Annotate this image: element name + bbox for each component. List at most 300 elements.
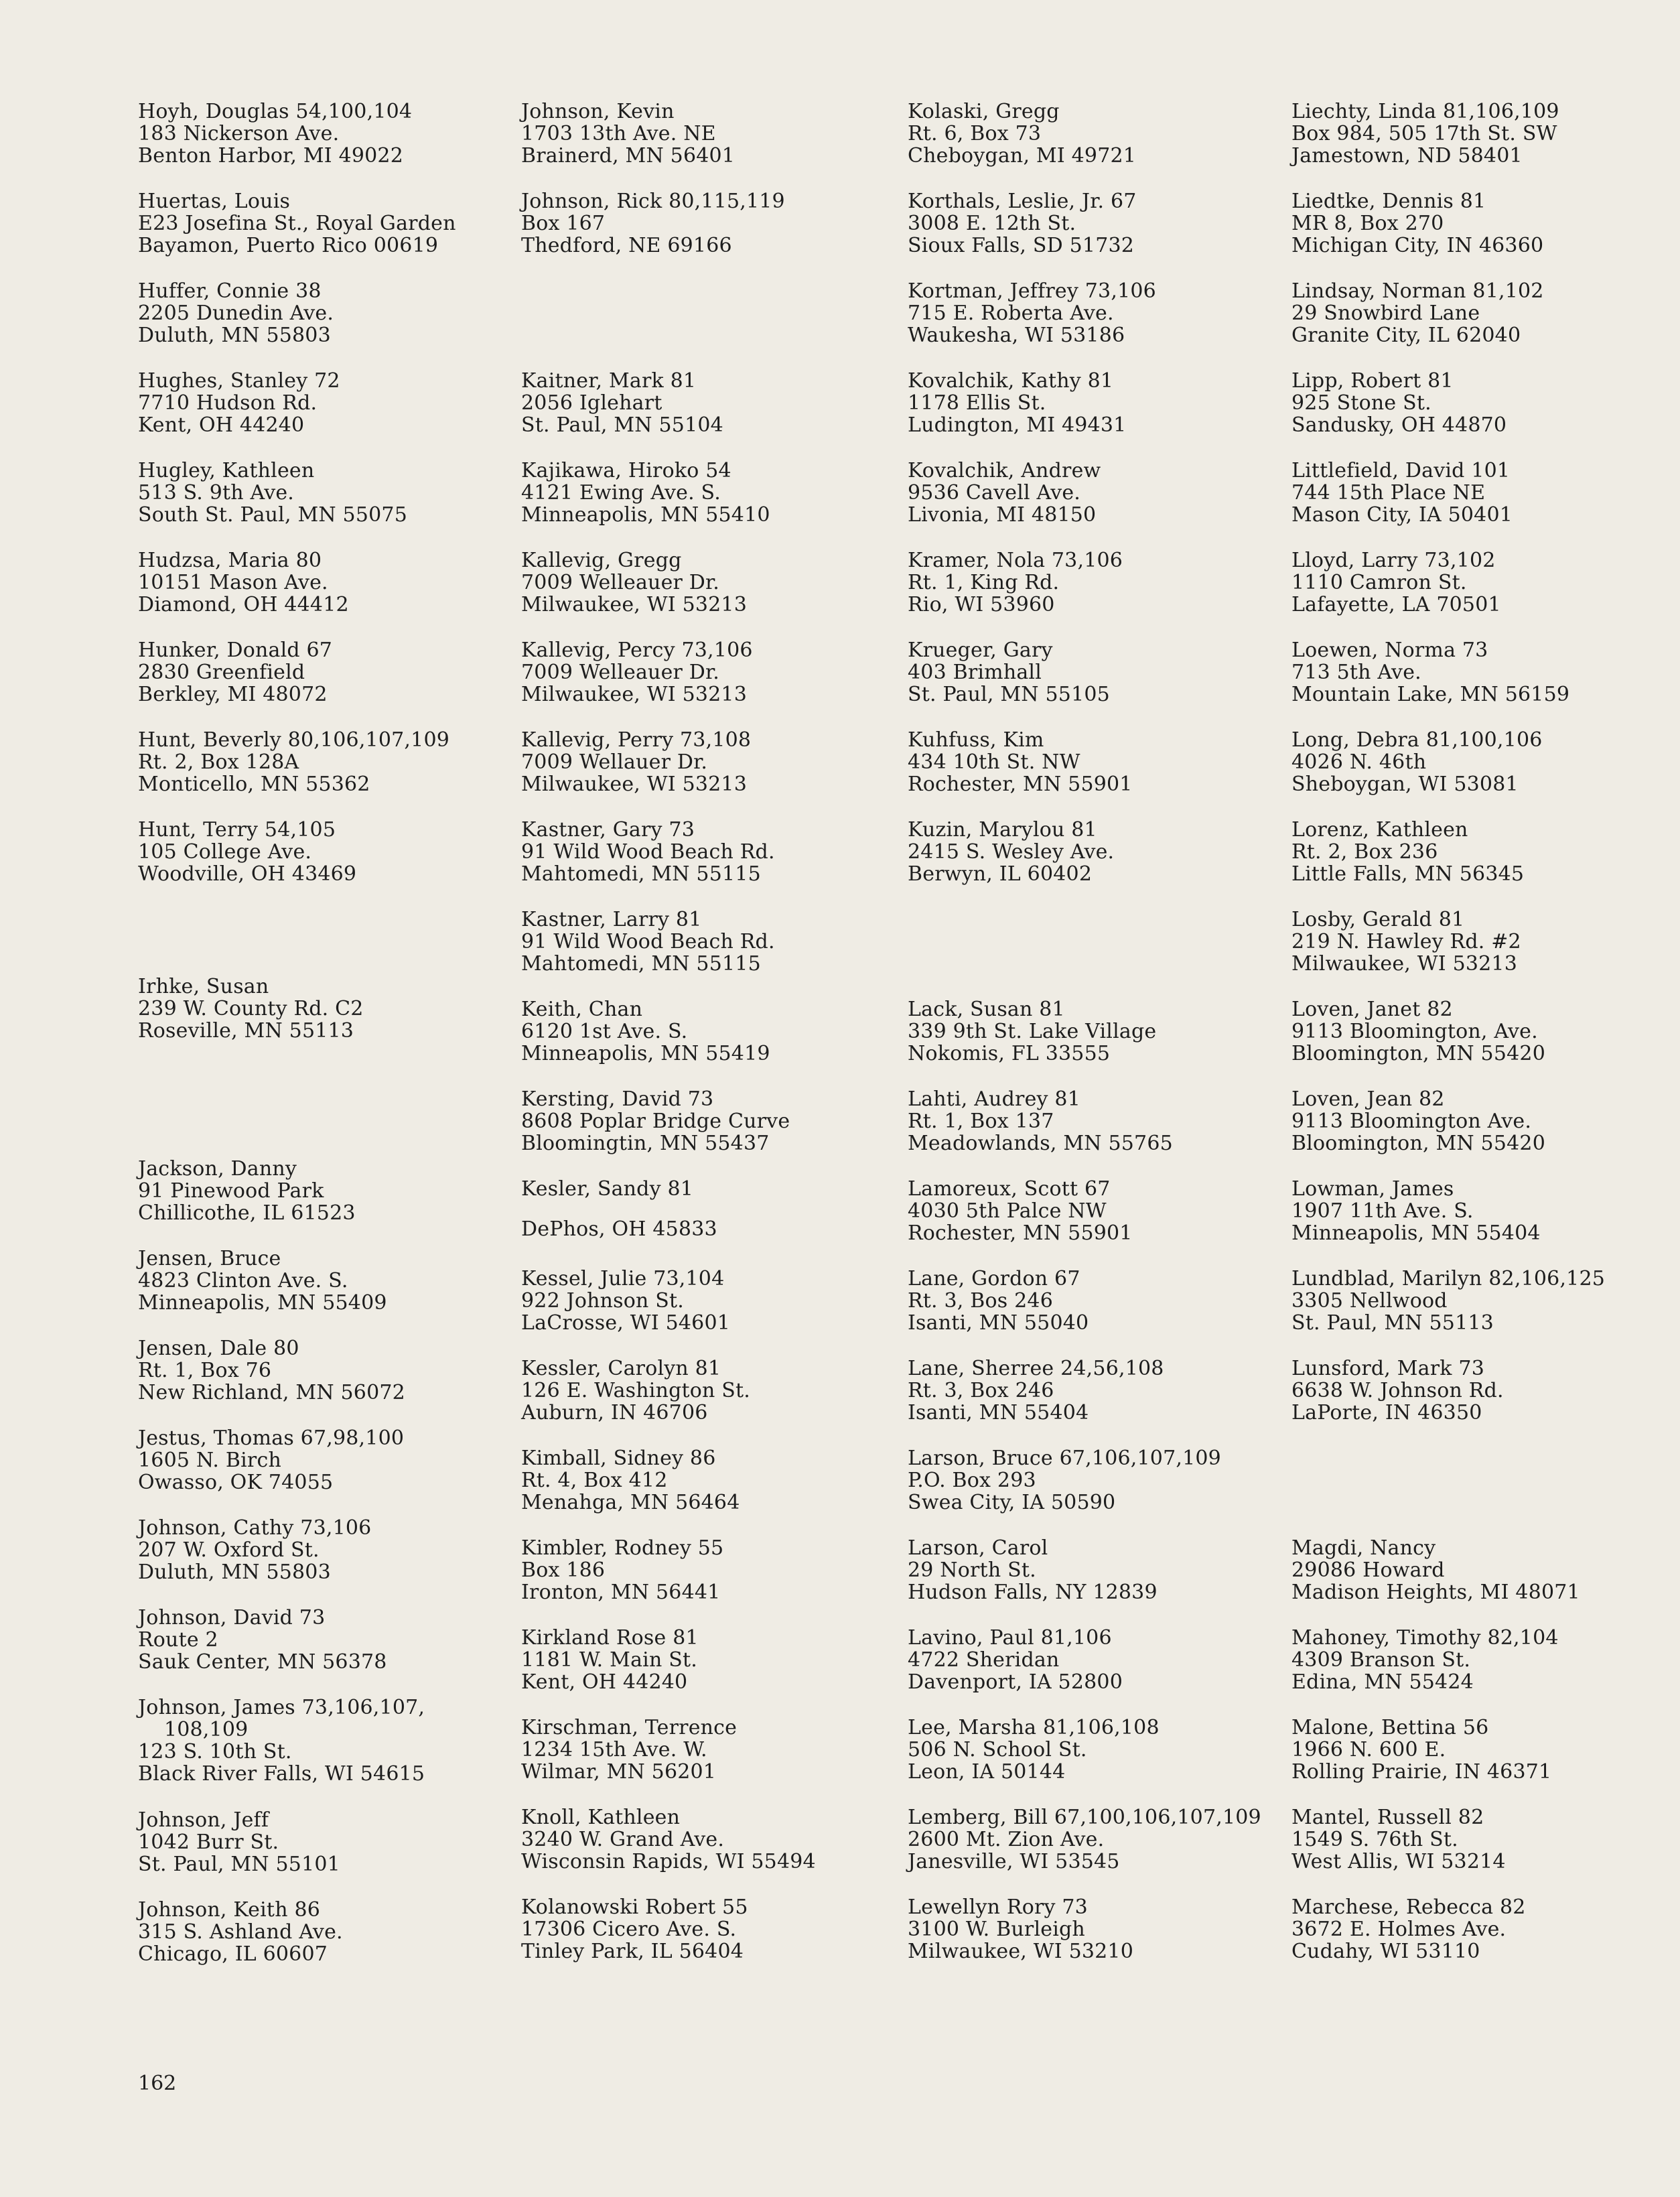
directory-entry xyxy=(1291,1537,1680,1603)
entry-address-line: 1110 Camron St. xyxy=(1291,571,1467,594)
entry-address-line: Box 186 xyxy=(521,1558,606,1582)
entry-address-line: Isanti, MN 55040 xyxy=(908,1311,1089,1335)
entry-address-line: Box 984, 505 17th St. SW xyxy=(1291,122,1557,145)
entry-name: Lane, Gordon 67 xyxy=(908,1267,1080,1290)
entry-name: Lowman, James xyxy=(1291,1177,1454,1201)
directory-entry xyxy=(521,1447,923,1514)
entry-name: Lahti, Audrey 81 xyxy=(908,1087,1080,1111)
directory-entry xyxy=(521,460,923,526)
entry-name: Marchese, Rebecca 82 xyxy=(1291,1895,1526,1919)
entry-name: Kastner, Larry 81 xyxy=(521,908,702,931)
directory-entry xyxy=(138,1899,540,1965)
entry-address-line: 4722 Sheridan xyxy=(908,1648,1060,1672)
entry-address-line: 3305 Nellwood xyxy=(1291,1289,1448,1313)
entry-address-line: Milwaukee, WI 53213 xyxy=(521,593,748,616)
entry-address-line: Rolling Prairie, IN 46371 xyxy=(1291,1760,1552,1784)
directory-entry xyxy=(138,1809,540,1875)
entry-address-line: Mountain Lake, MN 56159 xyxy=(1291,683,1570,706)
entry-address-line: South St. Paul, MN 55075 xyxy=(138,503,407,527)
entry-address-line: 10151 Mason Ave. xyxy=(138,571,328,594)
entry-address-line: 3008 E. 12th St. xyxy=(908,212,1076,235)
entry-address-line: 219 N. Hawley Rd. #2 xyxy=(1291,930,1521,953)
entry-address-line: Sheboygan, WI 53081 xyxy=(1291,773,1519,796)
directory-entry xyxy=(1291,909,1680,975)
directory-entry xyxy=(521,819,923,885)
entry-name: Loven, Janet 82 xyxy=(1291,998,1453,1021)
entry-address-line: 2830 Greenfield xyxy=(138,661,305,684)
directory-entry xyxy=(908,101,1310,167)
entry-name: Lorenz, Kathleen xyxy=(1291,818,1468,842)
entry-address-line: 91 Wild Wood Beach Rd. xyxy=(521,840,775,864)
entry-name: Losby, Gerald 81 xyxy=(1291,908,1465,931)
entry-address-line: Benton Harbor, MI 49022 xyxy=(138,144,404,168)
entry-name: Lindsay, Norman 81,102 xyxy=(1291,279,1544,303)
entry-name: Kuzin, Marylou 81 xyxy=(908,818,1097,842)
entry-address-line: Ironton, MN 56441 xyxy=(521,1581,721,1604)
entry-address-line: MR 8, Box 270 xyxy=(1291,212,1444,235)
directory-entry xyxy=(521,1896,923,1962)
entry-address-line: Kent, OH 44240 xyxy=(138,413,305,437)
entry-address-line: Wilmar, MN 56201 xyxy=(521,1760,717,1784)
entry-address-line: Bayamon, Puerto Rico 00619 xyxy=(138,234,439,257)
entry-address-line: Rochester, MN 55901 xyxy=(908,773,1133,796)
entry-address-line: Jamestown, ND 58401 xyxy=(1291,144,1523,168)
entry-name: Jensen, Bruce xyxy=(138,1247,281,1270)
page-number: 162 xyxy=(138,2072,177,2095)
entry-address-line: Hudson Falls, NY 12839 xyxy=(908,1581,1158,1604)
entry-name: Loewen, Norma 73 xyxy=(1291,639,1488,662)
entry-address-line: 126 E. Washington St. xyxy=(521,1379,751,1402)
entry-name: Lemberg, Bill 67,100,106,107,109 xyxy=(908,1806,1261,1829)
entry-address-line: St. Paul, MN 55113 xyxy=(1291,1311,1494,1335)
entry-address-line: Davenport, IA 52800 xyxy=(908,1670,1123,1694)
entry-address-line: Lafayette, LA 70501 xyxy=(1291,593,1501,616)
entry-name: Kramer, Nola 73,106 xyxy=(908,549,1123,572)
entry-address-line: 91 Pinewood Park xyxy=(138,1179,324,1203)
entry-address-line: Duluth, MN 55803 xyxy=(138,1560,331,1584)
directory-entry xyxy=(521,1717,923,1783)
directory-entry xyxy=(908,1627,1310,1693)
entry-address-line: 6120 1st Ave. S. xyxy=(521,1020,688,1043)
entry-name: Kersting, David 73 xyxy=(521,1087,714,1111)
directory-entry xyxy=(521,549,923,616)
entry-name: Kallevig, Gregg xyxy=(521,549,682,572)
entry-address-line: Minneapolis, MN 55409 xyxy=(138,1291,387,1315)
entry-name: Kovalchik, Kathy 81 xyxy=(908,369,1114,393)
entry-address-line: Sandusky, OH 44870 xyxy=(1291,413,1507,437)
entry-address-line: Rt. 3, Box 246 xyxy=(908,1379,1054,1402)
directory-entry xyxy=(1291,370,1680,436)
directory-entry xyxy=(908,1268,1310,1334)
entry-address-line: 123 S. 10th St. xyxy=(138,1740,292,1763)
entry-address-line: 3672 E. Holmes Ave. xyxy=(1291,1918,1507,1941)
entry-name: Long, Debra 81,100,106 xyxy=(1291,728,1543,752)
entry-address-line: 715 E. Roberta Ave. xyxy=(908,302,1114,325)
directory-entry xyxy=(1291,1357,1680,1424)
entry-name: Hunt, Beverly 80,106,107,109 xyxy=(138,728,450,752)
directory-entry xyxy=(521,370,923,436)
entry-name: Hoyh, Douglas 54,100,104 xyxy=(138,100,413,123)
directory-entry xyxy=(1291,460,1680,526)
entry-name: Jestus, Thomas 67,98,100 xyxy=(138,1426,405,1450)
directory-entry xyxy=(908,1717,1310,1783)
entry-address-line: Minneapolis, MN 55404 xyxy=(1291,1221,1541,1245)
entry-name: Liechty, Linda 81,106,109 xyxy=(1291,100,1559,123)
entry-name: Kessel, Julie 73,104 xyxy=(521,1267,725,1290)
entry-address-line: Minneapolis, MN 55419 xyxy=(521,1042,770,1065)
entry-address-line: Isanti, MN 55404 xyxy=(908,1401,1089,1424)
entry-address-line: Livonia, MI 48150 xyxy=(908,503,1097,527)
entry-address-line: 6638 W. Johnson Rd. xyxy=(1291,1379,1504,1402)
entry-address-line: 1234 15th Ave. W. xyxy=(521,1738,707,1761)
entry-name: Lewellyn Rory 73 xyxy=(908,1895,1088,1919)
entry-address-line: Mahtomedi, MN 55115 xyxy=(521,862,761,886)
entry-name: Kaitner, Mark 81 xyxy=(521,369,697,393)
directory-entry xyxy=(908,1088,1310,1154)
entry-address-line: 513 S. 9th Ave. xyxy=(138,481,295,505)
directory-entry xyxy=(521,1357,923,1424)
directory-entry xyxy=(908,729,1310,795)
entry-name: Lack, Susan 81 xyxy=(908,998,1065,1021)
entry-address-line: New Richland, MN 56072 xyxy=(138,1381,405,1404)
entry-address-line: Milwaukee, WI 53213 xyxy=(521,773,748,796)
directory-entry xyxy=(521,1268,923,1334)
entry-address-line: Owasso, OK 74055 xyxy=(138,1471,334,1494)
entry-address-line: Little Falls, MN 56345 xyxy=(1291,862,1525,886)
entry-name: Kessler, Carolyn 81 xyxy=(521,1357,721,1380)
entry-name: Kolanowski Robert 55 xyxy=(521,1895,748,1919)
entry-address-line: West Allis, WI 53214 xyxy=(1291,1850,1506,1873)
entry-name: Lavino, Paul 81,106 xyxy=(908,1626,1112,1650)
directory-entry xyxy=(1291,1088,1680,1154)
entry-name: Jackson, Danny xyxy=(138,1157,297,1181)
entry-address-line: Menahga, MN 56464 xyxy=(521,1491,740,1514)
entry-address-line: Kent, OH 44240 xyxy=(521,1670,688,1694)
entry-address-line: 403 Brimhall xyxy=(908,661,1042,684)
directory-entry xyxy=(521,1218,923,1240)
entry-address-line: Ludington, MI 49431 xyxy=(908,413,1127,437)
directory-entry xyxy=(521,1537,923,1603)
entry-address-line: 239 W. County Rd. C2 xyxy=(138,997,364,1020)
entry-address-line: 315 S. Ashland Ave. xyxy=(138,1920,343,1944)
entry-address-line: Janesville, WI 53545 xyxy=(908,1850,1120,1873)
entry-address-line: Rt. 6, Box 73 xyxy=(908,122,1042,145)
entry-name: Kallevig, Percy 73,106 xyxy=(521,639,753,662)
entry-address-line: LaCrosse, WI 54601 xyxy=(521,1311,731,1335)
entry-address-line: 1181 W. Main St. xyxy=(521,1648,697,1672)
entry-address-line: Granite City, IL 62040 xyxy=(1291,324,1521,347)
entry-address-line: 713 5th Ave. xyxy=(1291,661,1421,684)
directory-entry xyxy=(908,1806,1310,1873)
entry-address-line: Monticello, MN 55362 xyxy=(138,773,370,796)
directory-entry xyxy=(1291,1627,1680,1693)
entry-address-line: Rt. 3, Bos 246 xyxy=(908,1289,1053,1313)
directory-entry xyxy=(138,729,540,795)
directory-entry xyxy=(908,639,1310,706)
entry-name: Kastner, Gary 73 xyxy=(521,818,695,842)
directory-entry xyxy=(908,549,1310,616)
entry-address-line: 2056 Iglehart xyxy=(521,391,662,415)
directory-entry xyxy=(138,1517,540,1583)
directory-entry xyxy=(138,549,540,616)
directory-entry xyxy=(908,1447,1310,1514)
entry-address-line: Cheboygan, MI 49721 xyxy=(908,144,1137,168)
entry-address-line: 9536 Cavell Ave. xyxy=(908,481,1081,505)
entry-address-line: LaPorte, IN 46350 xyxy=(1291,1401,1482,1424)
entry-name: Huertas, Louis xyxy=(138,190,291,213)
directory-entry xyxy=(521,190,923,257)
entry-address-line: 3100 W. Burleigh xyxy=(908,1918,1085,1941)
entry-address-line: Wisconsin Rapids, WI 55494 xyxy=(521,1850,816,1873)
entry-address-line: Diamond, OH 44412 xyxy=(138,593,349,616)
entry-address-line: Rio, WI 53960 xyxy=(908,593,1055,616)
entry-name: Kesler, Sandy 81 xyxy=(521,1177,694,1201)
entry-address-line: St. Paul, MN 55105 xyxy=(908,683,1110,706)
entry-address-line: Rt. 2, Box 236 xyxy=(1291,840,1438,864)
entry-address-line: Tinley Park, IL 56404 xyxy=(521,1940,744,1963)
directory-entry xyxy=(908,370,1310,436)
entry-name: Lundblad, Marilyn 82,106,125 xyxy=(1291,1267,1606,1290)
entry-address-line: Thedford, NE 69166 xyxy=(521,234,732,257)
entry-address-line: St. Paul, MN 55101 xyxy=(138,1853,340,1876)
entry-address-line: 1042 Burr St. xyxy=(138,1830,279,1854)
entry-name: Krueger, Gary xyxy=(908,639,1053,662)
entry-address-line: Rochester, MN 55901 xyxy=(908,1221,1133,1245)
entry-name: Loven, Jean 82 xyxy=(1291,1087,1445,1111)
entry-address-line: Rt. 1, King Rd. xyxy=(908,571,1060,594)
entry-address-line: Mahtomedi, MN 55115 xyxy=(521,952,761,976)
entry-address-line: 434 10th St. NW xyxy=(908,750,1080,774)
entry-name: Hudzsa, Maria 80 xyxy=(138,549,322,572)
entry-address-line: Bloomington, MN 55420 xyxy=(1291,1132,1545,1155)
entry-name: Korthals, Leslie, Jr. 67 xyxy=(908,190,1137,213)
directory-entry xyxy=(908,280,1310,346)
entry-address-line: St. Paul, MN 55104 xyxy=(521,413,723,437)
entry-name: Jensen, Dale 80 xyxy=(138,1337,299,1360)
entry-address-line: Chillicothe, IL 61523 xyxy=(138,1201,356,1225)
entry-address-line: Milwaukee, WI 53213 xyxy=(1291,952,1518,976)
entry-address-line: P.O. Box 293 xyxy=(908,1469,1036,1492)
directory-entry xyxy=(1291,729,1680,795)
entry-name: Lamoreux, Scott 67 xyxy=(908,1177,1111,1201)
directory-entry xyxy=(1291,1717,1680,1783)
directory-entry xyxy=(1291,549,1680,616)
entry-name: Johnson, Cathy 73,106 xyxy=(138,1516,372,1540)
entry-name: Mantel, Russell 82 xyxy=(1291,1806,1484,1829)
directory-entry xyxy=(908,190,1310,257)
entry-address-line: 108,109 xyxy=(138,1718,249,1741)
entry-address-line: 4026 N. 46th xyxy=(1291,750,1427,774)
entry-address-line: Rt. 4, Box 412 xyxy=(521,1469,668,1492)
entry-address-line: Berkley, MI 48072 xyxy=(138,683,328,706)
entry-name: Lee, Marsha 81,106,108 xyxy=(908,1716,1160,1739)
entry-address-line: 7009 Welleauer Dr. xyxy=(521,661,720,684)
entry-name: DePhos, OH 45833 xyxy=(521,1217,717,1241)
directory-entry xyxy=(138,1607,540,1673)
entry-address-line: Minneapolis, MN 55410 xyxy=(521,503,770,527)
entry-address-line: Route 2 xyxy=(138,1628,218,1652)
directory-entry xyxy=(908,819,1310,885)
entry-address-line: 3240 W. Grand Ave. xyxy=(521,1828,725,1851)
entry-address-line: Michigan City, IN 46360 xyxy=(1291,234,1544,257)
entry-address-line: Meadowlands, MN 55765 xyxy=(908,1132,1173,1155)
directory-entry xyxy=(138,101,540,167)
directory-entry xyxy=(138,639,540,706)
entry-address-line: 1907 11th Ave. S. xyxy=(1291,1199,1474,1223)
entry-address-line: Rt. 1, Box 76 xyxy=(138,1359,272,1382)
entry-name: Johnson, Kevin xyxy=(521,100,675,123)
directory-entry xyxy=(138,1696,540,1785)
directory-entry xyxy=(521,101,923,167)
entry-address-line: 339 9th St. Lake Village xyxy=(908,1020,1157,1043)
entry-name: Larson, Bruce 67,106,107,109 xyxy=(908,1447,1221,1470)
entry-address-line: Roseville, MN 55113 xyxy=(138,1019,354,1043)
entry-address-line: Bloomingtin, MN 55437 xyxy=(521,1132,770,1155)
entry-name: Lipp, Robert 81 xyxy=(1291,369,1454,393)
directory-entry xyxy=(521,998,923,1065)
directory-entry xyxy=(521,729,923,795)
entry-address-line: Woodville, OH 43469 xyxy=(138,862,357,886)
entry-address-line: 9113 Bloomington, Ave. xyxy=(1291,1020,1538,1043)
entry-address-line: Rt. 1, Box 137 xyxy=(908,1110,1054,1133)
directory-entry xyxy=(1291,1178,1680,1244)
entry-name: Johnson, Keith 86 xyxy=(138,1898,321,1922)
entry-address-line: Swea City, IA 50590 xyxy=(908,1491,1116,1514)
entry-address-line: Berwyn, IL 60402 xyxy=(908,862,1093,886)
entry-name: Keith, Chan xyxy=(521,998,643,1021)
directory-entry xyxy=(908,1178,1310,1244)
entry-address-line: 105 College Ave. xyxy=(138,840,312,864)
entry-name: Hunt, Terry 54,105 xyxy=(138,818,336,842)
entry-address-line: 922 Johnson St. xyxy=(521,1289,684,1313)
entry-address-line: Auburn, IN 46706 xyxy=(521,1401,708,1424)
entry-address-line: Madison Heights, MI 48071 xyxy=(1291,1581,1580,1604)
entry-name: Johnson, James 73,106,107, xyxy=(138,1696,425,1719)
entry-address-line: Brainerd, MN 56401 xyxy=(521,144,736,168)
entry-name: Hunker, Donald 67 xyxy=(138,639,333,662)
entry-name: Magdi, Nancy xyxy=(1291,1536,1436,1560)
entry-address-line: 2205 Dunedin Ave. xyxy=(138,302,334,325)
entry-address-line: Cudahy, WI 53110 xyxy=(1291,1940,1480,1963)
directory-entry xyxy=(1291,819,1680,885)
entry-address-line: 925 Stone St. xyxy=(1291,391,1431,415)
directory-entry xyxy=(1291,998,1680,1065)
entry-name: Lunsford, Mark 73 xyxy=(1291,1357,1484,1380)
directory-entry xyxy=(138,1158,540,1224)
entry-name: Kirkland Rose 81 xyxy=(521,1626,699,1650)
entry-address-line: 17306 Cicero Ave. S. xyxy=(521,1918,737,1941)
entry-name: Kallevig, Perry 73,108 xyxy=(521,728,752,752)
entry-address-line: Chicago, IL 60607 xyxy=(138,1942,328,1966)
entry-address-line: 1605 N. Birch xyxy=(138,1449,281,1472)
entry-address-line: Sioux Falls, SD 51732 xyxy=(908,234,1135,257)
entry-address-line: 8608 Poplar Bridge Curve xyxy=(521,1110,790,1133)
entry-name: Johnson, David 73 xyxy=(138,1606,326,1629)
entry-address-line: 183 Nickerson Ave. xyxy=(138,122,340,145)
entry-name: Kovalchik, Andrew xyxy=(908,459,1101,482)
directory-entry xyxy=(521,1178,923,1200)
directory-entry xyxy=(521,1627,923,1693)
entry-address-line: 9113 Bloomington Ave. xyxy=(1291,1110,1532,1133)
entry-address-line: Duluth, MN 55803 xyxy=(138,324,331,347)
directory-entry xyxy=(1291,639,1680,706)
entry-address-line: 29 North St. xyxy=(908,1558,1036,1582)
directory-entry xyxy=(521,639,923,706)
directory-entry xyxy=(908,998,1310,1065)
entry-address-line: 744 15th Place NE xyxy=(1291,481,1486,505)
directory-entry xyxy=(1291,190,1680,257)
entry-name: Kimbler, Rodney 55 xyxy=(521,1536,724,1560)
directory-entry xyxy=(1291,1806,1680,1873)
directory-entry xyxy=(138,190,540,257)
entry-name: Kimball, Sidney 86 xyxy=(521,1447,716,1470)
entry-name: Hughes, Stanley 72 xyxy=(138,369,340,393)
entry-address-line: 1178 Ellis St. xyxy=(908,391,1046,415)
entry-address-line: 4121 Ewing Ave. S. xyxy=(521,481,721,505)
entry-name: Mahoney, Timothy 82,104 xyxy=(1291,1626,1559,1650)
entry-name: Littlefield, David 101 xyxy=(1291,459,1511,482)
entry-name: Malone, Bettina 56 xyxy=(1291,1716,1489,1739)
entry-address-line: Bloomington, MN 55420 xyxy=(1291,1042,1545,1065)
directory-entry xyxy=(138,370,540,436)
entry-address-line: 207 W. Oxford St. xyxy=(138,1538,320,1562)
entry-address-line: Box 167 xyxy=(521,212,606,235)
directory-entry xyxy=(521,909,923,975)
entry-address-line: 1703 13th Ave. NE xyxy=(521,122,716,145)
directory-entry xyxy=(138,280,540,346)
entry-address-line: 7710 Hudson Rd. xyxy=(138,391,318,415)
entry-address-line: 4823 Clinton Ave. S. xyxy=(138,1269,348,1292)
entry-address-line: 2600 Mt. Zion Ave. xyxy=(908,1828,1105,1851)
entry-address-line: Black River Falls, WI 54615 xyxy=(138,1762,425,1786)
entry-address-line: 2415 S. Wesley Ave. xyxy=(908,840,1115,864)
entry-address-line: Leon, IA 50144 xyxy=(908,1760,1066,1784)
directory-entry xyxy=(908,460,1310,526)
directory-entry xyxy=(1291,1268,1680,1334)
entry-address-line: Waukesha, WI 53186 xyxy=(908,324,1125,347)
entry-name: Hugley, Kathleen xyxy=(138,459,315,482)
entry-address-line: Milwaukee, WI 53210 xyxy=(908,1940,1134,1963)
entry-name: Johnson, Rick 80,115,119 xyxy=(521,190,785,213)
entry-address-line: Sauk Center, MN 56378 xyxy=(138,1650,387,1674)
entry-name: Kortman, Jeffrey 73,106 xyxy=(908,279,1156,303)
entry-address-line: 4030 5th Palce NW xyxy=(908,1199,1107,1223)
directory-entry xyxy=(1291,1896,1680,1962)
directory-entry xyxy=(1291,101,1680,167)
entry-address-line: Nokomis, FL 33555 xyxy=(908,1042,1111,1065)
entry-address-line: 506 N. School St. xyxy=(908,1738,1087,1761)
directory-entry xyxy=(138,460,540,526)
entry-name: Kajikawa, Hiroko 54 xyxy=(521,459,731,482)
directory-entry xyxy=(908,1896,1310,1962)
entry-address-line: 7009 Wellauer Dr. xyxy=(521,750,708,774)
entry-address-line: Rt. 2, Box 128A xyxy=(138,750,299,774)
entry-name: Larson, Carol xyxy=(908,1536,1048,1560)
entry-address-line: E23 Josefina St., Royal Garden xyxy=(138,212,456,235)
entry-address-line: 91 Wild Wood Beach Rd. xyxy=(521,930,775,953)
entry-name: Kuhfuss, Kim xyxy=(908,728,1044,752)
entry-address-line: 29086 Howard xyxy=(1291,1558,1445,1582)
entry-name: Johnson, Jeff xyxy=(138,1808,269,1832)
directory-entry xyxy=(138,976,540,1042)
entry-address-line: 29 Snowbird Lane xyxy=(1291,302,1480,325)
entry-address-line: 7009 Welleauer Dr. xyxy=(521,571,720,594)
directory-entry xyxy=(908,1357,1310,1424)
entry-name: Irhke, Susan xyxy=(138,975,269,998)
entry-address-line: Edina, MN 55424 xyxy=(1291,1670,1474,1694)
entry-name: Kolaski, Gregg xyxy=(908,100,1060,123)
entry-address-line: 1966 N. 600 E. xyxy=(1291,1738,1446,1761)
